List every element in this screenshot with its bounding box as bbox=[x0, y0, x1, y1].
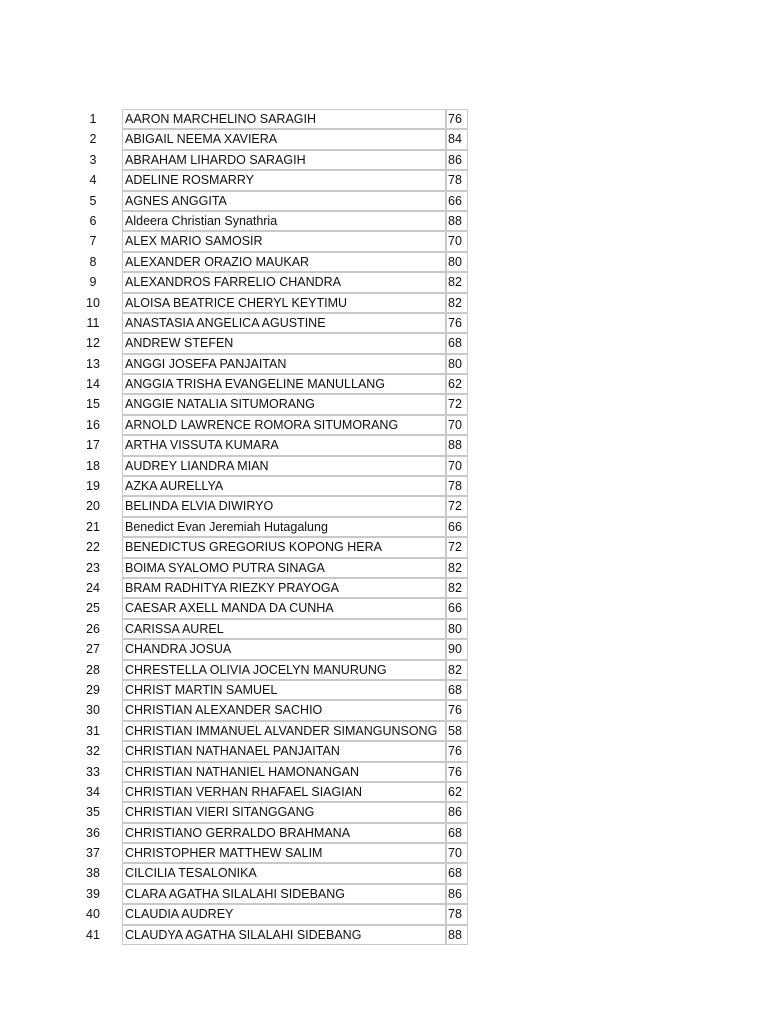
student-name-cell[interactable]: ANDREW STEFEN bbox=[122, 333, 447, 353]
table-row bbox=[0, 394, 768, 414]
student-name-cell[interactable]: CHRISTIANO GERRALDO BRAHMANA bbox=[122, 823, 447, 843]
table-row bbox=[0, 680, 768, 700]
row-number: 21 bbox=[86, 519, 100, 534]
student-name-cell[interactable]: AZKA AURELLYA bbox=[122, 476, 447, 496]
row-number: 10 bbox=[86, 295, 100, 310]
score-cell[interactable]: 82 bbox=[445, 660, 468, 680]
score-cell[interactable]: 90 bbox=[445, 639, 468, 659]
row-number: 15 bbox=[86, 397, 100, 412]
row-number: 12 bbox=[86, 336, 100, 351]
student-name-cell[interactable]: ALEX MARIO SAMOSIR bbox=[122, 231, 447, 251]
row-number: 26 bbox=[86, 621, 100, 636]
score-cell[interactable]: 84 bbox=[445, 129, 468, 149]
student-name-cell[interactable]: Aldeera Christian Synathria bbox=[122, 211, 447, 231]
table-row bbox=[0, 843, 768, 863]
student-name-cell[interactable]: ANASTASIA ANGELICA AGUSTINE bbox=[122, 313, 447, 333]
table-row bbox=[0, 639, 768, 659]
score-cell[interactable]: 76 bbox=[445, 741, 468, 761]
student-name-cell[interactable]: AGNES ANGGITA bbox=[122, 191, 447, 211]
table-row bbox=[0, 129, 768, 149]
row-number: 25 bbox=[86, 601, 100, 616]
row-number: 2 bbox=[89, 132, 97, 147]
student-name-cell[interactable]: CHRISTIAN ALEXANDER SACHIO bbox=[122, 700, 447, 720]
student-name-cell[interactable]: ALOISA BEATRICE CHERYL KEYTIMU bbox=[122, 293, 447, 313]
student-name-cell[interactable]: BELINDA ELVIA DIWIRYO bbox=[122, 496, 447, 516]
student-name-cell[interactable]: CHRESTELLA OLIVIA JOCELYN MANURUNG bbox=[122, 660, 447, 680]
table-row bbox=[0, 415, 768, 435]
score-cell[interactable]: 76 bbox=[445, 762, 468, 782]
row-number: 36 bbox=[86, 825, 100, 840]
score-cell[interactable]: 76 bbox=[445, 700, 468, 720]
score-cell[interactable]: 76 bbox=[445, 109, 468, 129]
table-row bbox=[0, 211, 768, 231]
score-cell[interactable]: 86 bbox=[445, 150, 468, 170]
table-row bbox=[0, 598, 768, 618]
score-cell[interactable]: 78 bbox=[445, 476, 468, 496]
score-cell[interactable]: 88 bbox=[445, 211, 468, 231]
score-cell[interactable]: 82 bbox=[445, 293, 468, 313]
row-number: 30 bbox=[86, 703, 100, 718]
row-number: 40 bbox=[86, 907, 100, 922]
score-cell[interactable]: 82 bbox=[445, 272, 468, 292]
table-row bbox=[0, 619, 768, 639]
score-cell[interactable]: 68 bbox=[445, 680, 468, 700]
student-name-cell[interactable]: ABRAHAM LIHARDO SARAGIH bbox=[122, 150, 447, 170]
table-row bbox=[0, 374, 768, 394]
student-name-cell[interactable]: CHRISTOPHER MATTHEW SALIM bbox=[122, 843, 447, 863]
row-number: 11 bbox=[86, 315, 100, 330]
score-cell[interactable]: 88 bbox=[445, 435, 468, 455]
row-number: 28 bbox=[86, 662, 100, 677]
student-name-cell[interactable]: AUDREY LIANDRA MIAN bbox=[122, 456, 447, 476]
score-cell[interactable]: 70 bbox=[445, 231, 468, 251]
student-name-cell[interactable]: CLARA AGATHA SILALAHI SIDEBANG bbox=[122, 884, 447, 904]
student-name-cell[interactable]: CHRISTIAN NATHANIEL HAMONANGAN bbox=[122, 762, 447, 782]
score-cell[interactable]: 82 bbox=[445, 578, 468, 598]
table-row bbox=[0, 537, 768, 557]
score-cell[interactable]: 78 bbox=[445, 904, 468, 924]
row-number: 8 bbox=[89, 254, 97, 269]
table-row bbox=[0, 823, 768, 843]
score-cell[interactable]: 72 bbox=[445, 394, 468, 414]
table-row bbox=[0, 884, 768, 904]
row-number: 14 bbox=[86, 377, 100, 392]
table-row bbox=[0, 578, 768, 598]
score-cell[interactable]: 68 bbox=[445, 823, 468, 843]
row-number: 35 bbox=[86, 805, 100, 820]
row-number: 23 bbox=[86, 560, 100, 575]
student-name-cell[interactable]: BOIMA SYALOMO PUTRA SINAGA bbox=[122, 558, 447, 578]
row-number: 31 bbox=[86, 723, 100, 738]
table-row bbox=[0, 354, 768, 374]
score-cell[interactable]: 58 bbox=[445, 721, 468, 741]
score-cell[interactable]: 70 bbox=[445, 456, 468, 476]
score-cell[interactable]: 68 bbox=[445, 863, 468, 883]
row-number: 22 bbox=[86, 540, 100, 555]
table-row bbox=[0, 313, 768, 333]
student-name-cell[interactable]: CAESAR AXELL MANDA DA CUNHA bbox=[122, 598, 447, 618]
student-name-cell[interactable]: CHRIST MARTIN SAMUEL bbox=[122, 680, 447, 700]
student-name-cell[interactable]: BRAM RADHITYA RIEZKY PRAYOGA bbox=[122, 578, 447, 598]
student-name-cell[interactable]: ADELINE ROSMARRY bbox=[122, 170, 447, 190]
student-name-cell[interactable]: CHRISTIAN NATHANAEL PANJAITAN bbox=[122, 741, 447, 761]
score-cell[interactable]: 66 bbox=[445, 517, 468, 537]
student-name-cell[interactable]: CHRISTIAN VERHAN RHAFAEL SIAGIAN bbox=[122, 782, 447, 802]
student-name-cell[interactable]: BENEDICTUS GREGORIUS KOPONG HERA bbox=[122, 537, 447, 557]
student-name-cell[interactable]: CLAUDIA AUDREY bbox=[122, 904, 447, 924]
row-number: 4 bbox=[89, 173, 97, 188]
row-number: 17 bbox=[86, 438, 100, 453]
student-name-cell[interactable]: Benedict Evan Jeremiah Hutagalung bbox=[122, 517, 447, 537]
table-row bbox=[0, 700, 768, 720]
score-cell[interactable]: 80 bbox=[445, 619, 468, 639]
row-number: 3 bbox=[89, 152, 97, 167]
row-number: 33 bbox=[86, 764, 100, 779]
row-number: 34 bbox=[86, 784, 100, 799]
table-row bbox=[0, 762, 768, 782]
student-name-cell[interactable]: CLAUDYA AGATHA SILALAHI SIDEBANG bbox=[122, 925, 447, 945]
table-row bbox=[0, 293, 768, 313]
score-cell[interactable]: 70 bbox=[445, 843, 468, 863]
table-row bbox=[0, 660, 768, 680]
row-number: 13 bbox=[86, 356, 100, 371]
student-name-cell[interactable]: CHRISTIAN VIERI SITANGGANG bbox=[122, 802, 447, 822]
score-cell[interactable]: 82 bbox=[445, 558, 468, 578]
row-number: 24 bbox=[86, 580, 100, 595]
table-row bbox=[0, 435, 768, 455]
student-name-cell[interactable]: ALEXANDER ORAZIO MAUKAR bbox=[122, 252, 447, 272]
score-cell[interactable]: 80 bbox=[445, 354, 468, 374]
table-row bbox=[0, 456, 768, 476]
score-cell[interactable]: 80 bbox=[445, 252, 468, 272]
table-row bbox=[0, 109, 768, 129]
table-row bbox=[0, 721, 768, 741]
table-row bbox=[0, 476, 768, 496]
row-number: 7 bbox=[89, 234, 97, 249]
row-number: 9 bbox=[89, 275, 97, 290]
table-row bbox=[0, 191, 768, 211]
score-cell[interactable]: 76 bbox=[445, 313, 468, 333]
table-row bbox=[0, 272, 768, 292]
row-number: 19 bbox=[86, 479, 100, 494]
table-row bbox=[0, 782, 768, 802]
score-cell[interactable]: 86 bbox=[445, 802, 468, 822]
student-name-cell[interactable]: CARISSA AUREL bbox=[122, 619, 447, 639]
row-number: 18 bbox=[86, 458, 100, 473]
score-cell[interactable]: 78 bbox=[445, 170, 468, 190]
student-name-cell[interactable]: ABIGAIL NEEMA XAVIERA bbox=[122, 129, 447, 149]
table-row bbox=[0, 150, 768, 170]
student-name-cell[interactable]: ANGGIE NATALIA SITUMORANG bbox=[122, 394, 447, 414]
table-row bbox=[0, 496, 768, 516]
student-name-cell[interactable]: ANGGI JOSEFA PANJAITAN bbox=[122, 354, 447, 374]
score-cell[interactable]: 72 bbox=[445, 537, 468, 557]
score-cell[interactable]: 66 bbox=[445, 598, 468, 618]
table-row bbox=[0, 802, 768, 822]
table-row bbox=[0, 925, 768, 945]
table-row bbox=[0, 170, 768, 190]
row-number: 6 bbox=[89, 213, 97, 228]
student-name-cell[interactable]: ALEXANDROS FARRELIO CHANDRA bbox=[122, 272, 447, 292]
row-number: 1 bbox=[89, 112, 97, 126]
row-number: 16 bbox=[86, 417, 100, 432]
student-name-cell[interactable]: AARON MARCHELINO SARAGIH bbox=[122, 109, 447, 129]
score-cell[interactable]: 88 bbox=[445, 925, 468, 945]
row-number: 32 bbox=[86, 744, 100, 759]
student-name-cell[interactable]: CHANDRA JOSUA bbox=[122, 639, 447, 659]
student-name-cell[interactable]: CILCILIA TESALONIKA bbox=[122, 863, 447, 883]
row-number: 27 bbox=[86, 642, 100, 657]
score-cell[interactable]: 72 bbox=[445, 496, 468, 516]
row-number: 37 bbox=[86, 846, 100, 861]
score-cell[interactable]: 62 bbox=[445, 374, 468, 394]
score-cell[interactable]: 68 bbox=[445, 333, 468, 353]
student-name-cell[interactable]: ARNOLD LAWRENCE ROMORA SITUMORANG bbox=[122, 415, 447, 435]
score-cell[interactable]: 66 bbox=[445, 191, 468, 211]
student-score-table bbox=[0, 109, 768, 945]
student-name-cell[interactable]: CHRISTIAN IMMANUEL ALVANDER SIMANGUNSONG bbox=[122, 721, 447, 741]
row-number: 20 bbox=[86, 499, 100, 514]
row-number: 38 bbox=[86, 866, 100, 881]
table-row bbox=[0, 741, 768, 761]
row-number: 39 bbox=[86, 886, 100, 901]
row-number: 5 bbox=[89, 193, 97, 208]
student-name-cell[interactable]: ARTHA VISSUTA KUMARA bbox=[122, 435, 447, 455]
row-number: 41 bbox=[86, 927, 100, 942]
score-cell[interactable]: 62 bbox=[445, 782, 468, 802]
table-row bbox=[0, 863, 768, 883]
table-row bbox=[0, 231, 768, 251]
table-row bbox=[0, 517, 768, 537]
table-row bbox=[0, 252, 768, 272]
table-row bbox=[0, 333, 768, 353]
student-name-cell[interactable]: ANGGIA TRISHA EVANGELINE MANULLANG bbox=[122, 374, 447, 394]
score-cell[interactable]: 70 bbox=[445, 415, 468, 435]
table-row bbox=[0, 558, 768, 578]
score-cell[interactable]: 86 bbox=[445, 884, 468, 904]
table-row bbox=[0, 904, 768, 924]
row-number: 29 bbox=[86, 682, 100, 697]
